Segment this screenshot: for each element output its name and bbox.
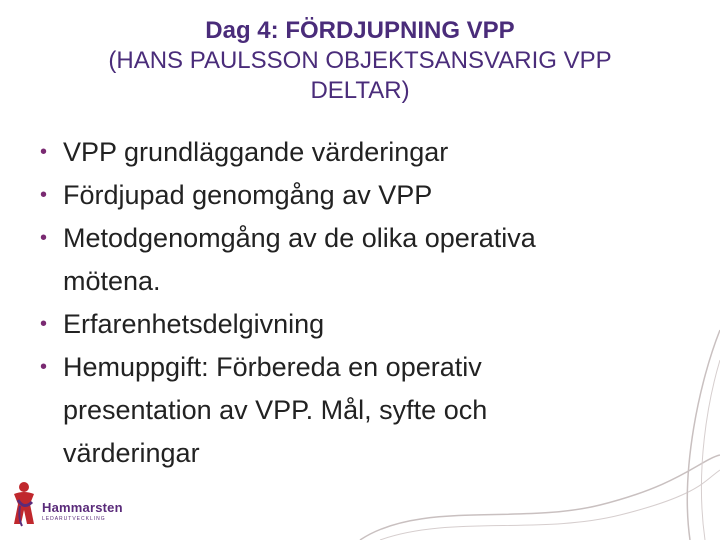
bullet-text: Metodgenomgång av de olika operativa (63, 223, 536, 253)
bullet-dot: • (40, 313, 48, 335)
bullet-text: Erfarenhetsdelgivning (63, 309, 325, 339)
bullet-dot: • (40, 356, 48, 378)
bullet-dot: • (40, 227, 48, 249)
bullet-item (40, 174, 660, 217)
bullet-text-continuation: värderingar (63, 438, 200, 468)
bullet-text-continuation: presentation av VPP. Mål, syfte och (63, 395, 488, 425)
title-line-1: Dag 4: FÖRDJUPNING VPP (205, 17, 515, 44)
bullet-text-continuation: mötena. (63, 266, 161, 296)
bullet-dot: • (40, 141, 48, 163)
bullet-list (40, 131, 660, 475)
bullet-item (40, 303, 660, 346)
bullet-text: Hemuppgift: Förbereda en operativ (63, 352, 482, 382)
bullet-text: VPP grundläggande värderingar (63, 137, 449, 167)
slide-title (40, 16, 680, 106)
logo-name: Hammarsten (42, 500, 123, 515)
bullet-item (40, 217, 660, 303)
bullet-dot: • (40, 184, 48, 206)
title-line-2: (HANS PAULSSON OBJEKTSANSVARIG VPP (108, 47, 612, 74)
title-line-3: DELTAR) (310, 77, 410, 104)
bullet-item (40, 131, 660, 174)
person-figure-logo-icon (8, 480, 42, 530)
logo (8, 480, 123, 530)
bullet-text: Fördjupad genomgång av VPP (63, 180, 433, 210)
bullet-item (40, 346, 660, 475)
logo-tagline: LEDARUTVECKLING (42, 516, 106, 522)
